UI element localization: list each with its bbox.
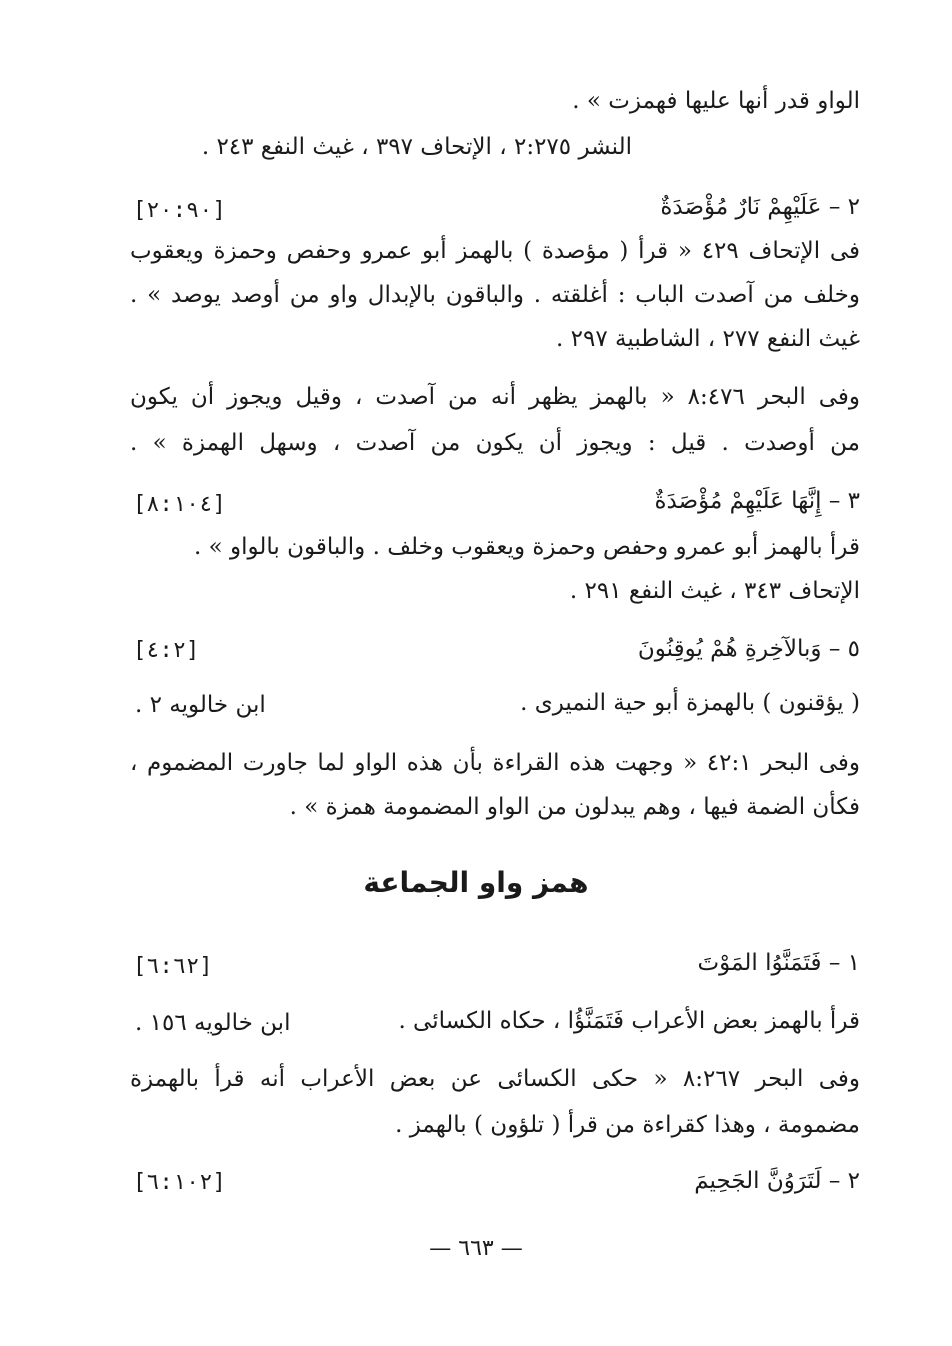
text-line: مضمومة ، وهذا كقراءة من قرأ ( تلؤون ) بالهمز . (395, 1112, 860, 1138)
source-citation: ابن خالويه ٢ . (135, 692, 266, 718)
page-number: — ٦٦٣ — (429, 1236, 523, 1261)
entry-title: ١ – فَتَمَنَّوُا المَوْتَ (697, 950, 860, 976)
verse-reference: [٢٠:٩٠] (133, 198, 226, 223)
text-line: قرأ بالهمز بعض الأعراب فَتَمَنَّؤُا ، حكاه الكسائى . (398, 1008, 860, 1034)
text-line: وفى البحر ٨:٤٧٦ « بالهمز يظهر أنه من آصدت ، وقيل ويجوز أن يكون (130, 384, 860, 410)
text-line: وخلف من آصدت الباب : أغلقته . والباقون بالإبدال واو من أوصد يوصد » . (130, 282, 860, 308)
section-heading: همز واو الجماعة (363, 866, 589, 899)
text-line: الواو قدر أنها عليها فهمزت » . (572, 88, 860, 114)
verse-reference: [٦:١٠٢] (133, 1170, 226, 1195)
text-line: ( يؤقنون ) بالهمزة أبو حية النميرى . (520, 690, 860, 716)
text-line: من أوصدت . قيل : ويجوز أن يكون من آصدت ، وسهل الهمزة » . (130, 430, 860, 456)
entry-title: ٢ – لَتَرَوُنَّ الجَحِيمَ (694, 1168, 860, 1194)
text-line: فكأن الضمة فيها ، وهم يبدلون من الواو المضمومة همزة » . (289, 794, 860, 820)
entry-title: ٣ – إِنَّهَا عَلَيْهِمْ مُؤْصَدَةٌ (654, 488, 860, 514)
verse-reference: [٨:١٠٤] (133, 492, 226, 517)
verse-reference: [٦:٦٢] (133, 954, 213, 979)
text-line: وفى البحر ٨:٢٦٧ « حكى الكسائى عن بعض الأعراب أنه قرأ بالهمزة (130, 1066, 860, 1092)
text-line: قرأ بالهمز أبو عمرو وحفص وحمزة ويعقوب وخلف . والباقون بالواو » . (193, 534, 860, 560)
reference-line: النشر ٢:٢٧٥ ، الإتحاف ٣٩٧ ، غيث النفع ٢٤٣ . (201, 134, 632, 160)
text-line: فى الإتحاف ٤٢٩ « قرأ ( مؤصدة ) بالهمز أبو عمرو وحفص وحمزة ويعقوب (130, 238, 860, 264)
verse-reference: [٤:٢] (133, 638, 200, 663)
source-citation: ابن خالويه ١٥٦ . (135, 1010, 291, 1036)
reference-line: الإتحاف ٣٤٣ ، غيث النفع ٢٩١ . (569, 578, 860, 604)
entry-title: ٥ – وَبالآخِرةِ هُمْ يُوقِنُونَ (637, 636, 860, 662)
reference-line: غيث النفع ٢٧٧ ، الشاطبية ٢٩٧ . (556, 326, 860, 352)
entry-title: ٢ – عَلَيْهِمْ نَارٌ مُؤْصَدَةٌ (660, 194, 860, 220)
text-line: وفى البحر ٤٢:١ « وجهت هذه القراءة بأن هذه الواو لما جاورت المضموم ، (130, 750, 860, 776)
